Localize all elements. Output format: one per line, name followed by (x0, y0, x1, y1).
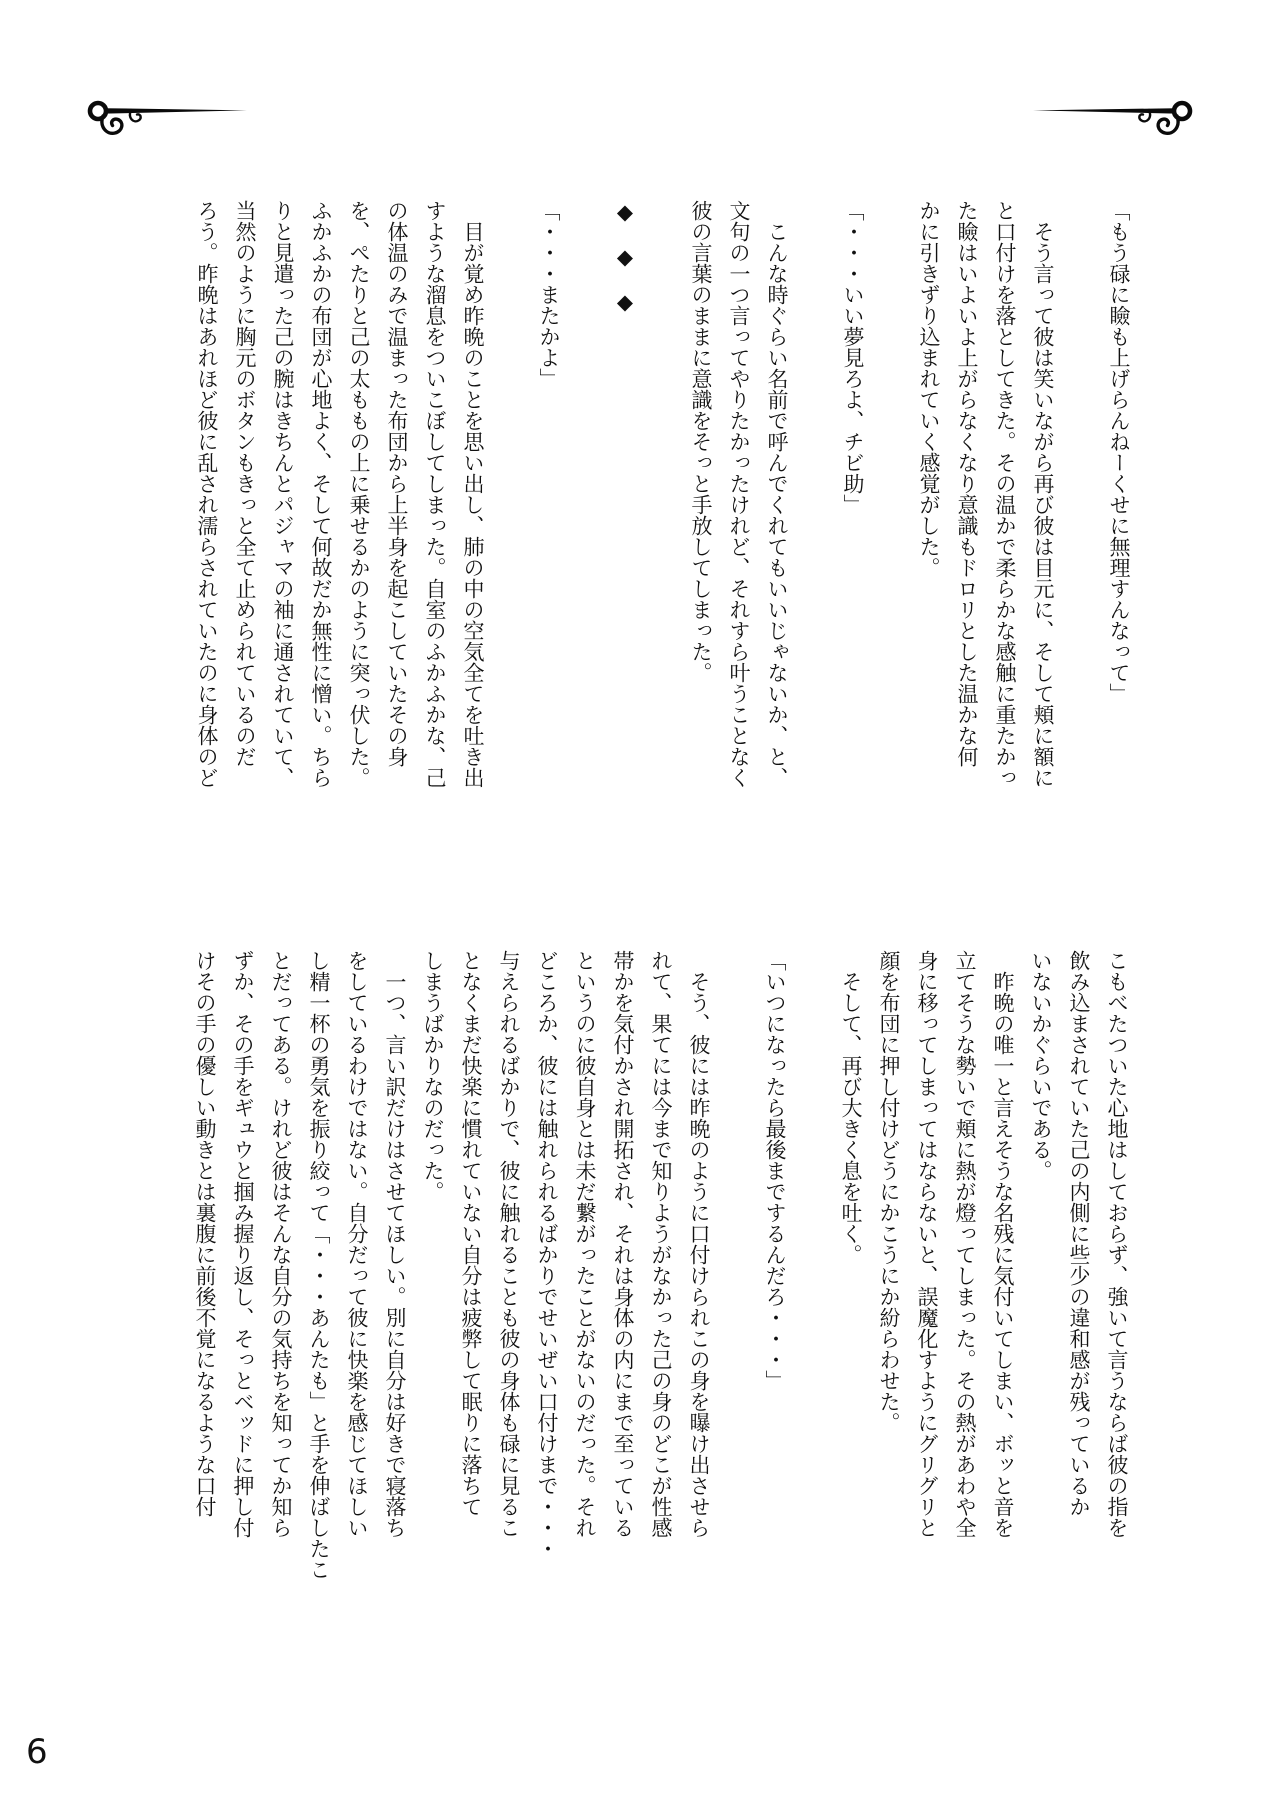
narration-line: そして、再び大きく息を吐く。 (839, 950, 863, 1265)
narration-line: 帯かを気付かされ開拓され、それは身体の内にまで至っている (611, 950, 635, 1538)
narration-line: 一つ、言い訳だけはさせてほしい。別に自分は好きで寝落ち (383, 950, 407, 1538)
narration-line: と口付けを落としてきた。その温かで柔らかな感触に重たかっ (993, 200, 1017, 788)
narration-line: 文句の一つ言ってやりたかったけれど、それすら叶うことなく (727, 200, 751, 788)
narration-line: となくまだ快楽に慣れていない自分は疲弊して眠りに落ちて (459, 950, 483, 1517)
narration-line: 飲み込まされていた己の内側に些少の違和感が残っているか (1067, 950, 1091, 1517)
narration-line: かに引きずり込まれていく感覚がした。 (917, 200, 941, 578)
narration-line: ずか、その手をギュウと掴み握り返し、そっとベッドに押し付 (231, 950, 255, 1538)
narration-line: 目が覚め昨晩のことを思い出し、肺の中の空気全てを吐き出 (461, 200, 485, 788)
narration-line: 立てそうな勢いで頬に熱が燈ってしまった。その熱があわや全 (953, 950, 977, 1538)
narration-line: をしているわけではない。自分だって彼に快楽を感じてほしい (345, 950, 369, 1538)
narration-line: 彼の言葉のままに意識をそっと手放してしまった。 (689, 200, 713, 683)
narration-line: そう言って彼は笑いながら再び彼は目元に、そして頬に額に (1031, 200, 1055, 788)
narration-line: こもべたついた心地はしておらず、強いて言うならば彼の指を (1105, 950, 1129, 1538)
dialogue-line: 「・・・いい夢見ろよ、チビ助」 (841, 200, 865, 515)
narration-line: 顔を布団に押し付けどうにかこうにか紛らわせた。 (877, 950, 901, 1433)
lower-text-block (183, 950, 1136, 1598)
narration-line: しまうばかりなのだった。 (421, 950, 445, 1202)
narration-line: 与えられるばかりで、彼に触れることも彼の身体も碌に見るこ (497, 950, 521, 1538)
narration-line: すような溜息をついこぼしてしまった。自室のふかふかな、己 (423, 200, 447, 788)
upper-text-block (185, 200, 1138, 848)
dialogue-line: 「いつになったら最後までするんだろ・・・」 (763, 950, 787, 1391)
narration-line: けその手の優しい動きとは裏腹に前後不覚になるような口付 (193, 950, 217, 1517)
narration-line: た瞼はいよいよ上がらなくなり意識もドロリとした温かな何 (955, 200, 979, 767)
narration-line: こんな時ぐらい名前で呼んでくれてもいいじゃないか、と、 (765, 200, 789, 788)
narration-line: いないかぐらいである。 (1029, 950, 1053, 1181)
narration-line: 身に移ってしまってはならないと、誤魔化すようにグリグリと (915, 950, 939, 1538)
page-number: 6 (26, 1732, 48, 1772)
narration-line: を、ぺたりと己の太ももの上に乗せるかのように突っ伏した。 (347, 200, 371, 788)
narration-line: ふかふかの布団が心地よく、そして何故だか無性に憎い。ちら (309, 200, 333, 788)
narration-line: れて、果てには今まで知りようがなかった己の身のどこが性感 (649, 950, 673, 1538)
narration-line: というのに彼自身とは未だ繋がったことがないのだった。それ (573, 950, 597, 1538)
narration-line: どころか、彼には触れられるばかりでせいぜい口付けまで・・・ (535, 950, 559, 1559)
narration-line: の体温のみで温まった布団から上半身を起こしていたその身 (385, 200, 409, 767)
narration-line: 当然のように胸元のボタンもきっと全て止められているのだ (233, 200, 257, 767)
narration-line: し精一杯の勇気を振り絞って「・・・あんたも」と手を伸ばしたこ (307, 950, 331, 1580)
narration-line: 昨晩の唯一と言えそうな名残に気付いてしまい、ボッと音を (991, 950, 1015, 1538)
scroll-flourish-icon (1030, 97, 1193, 139)
narration-line: ろう。昨晩はあれほど彼に乱され濡らされていたのに身体のど (195, 200, 219, 788)
scene-separator: ◆ ◆ ◆ (613, 200, 637, 314)
narration-line: そう、彼には昨晩のように口付けられこの身を曝け出させら (687, 950, 711, 1538)
scroll-flourish-icon (87, 97, 250, 139)
dialogue-line: 「・・・またかよ」 (537, 200, 561, 389)
narration-line: りと見遣った己の腕はきちんとパジャマの袖に通されていて、 (271, 200, 295, 788)
dialogue-line: 「もう碌に瞼も上げらんねーくせに無理すんなって」 (1107, 200, 1131, 704)
narration-line: とだってある。けれど彼はそんな自分の気持ちを知ってか知ら (269, 950, 293, 1538)
